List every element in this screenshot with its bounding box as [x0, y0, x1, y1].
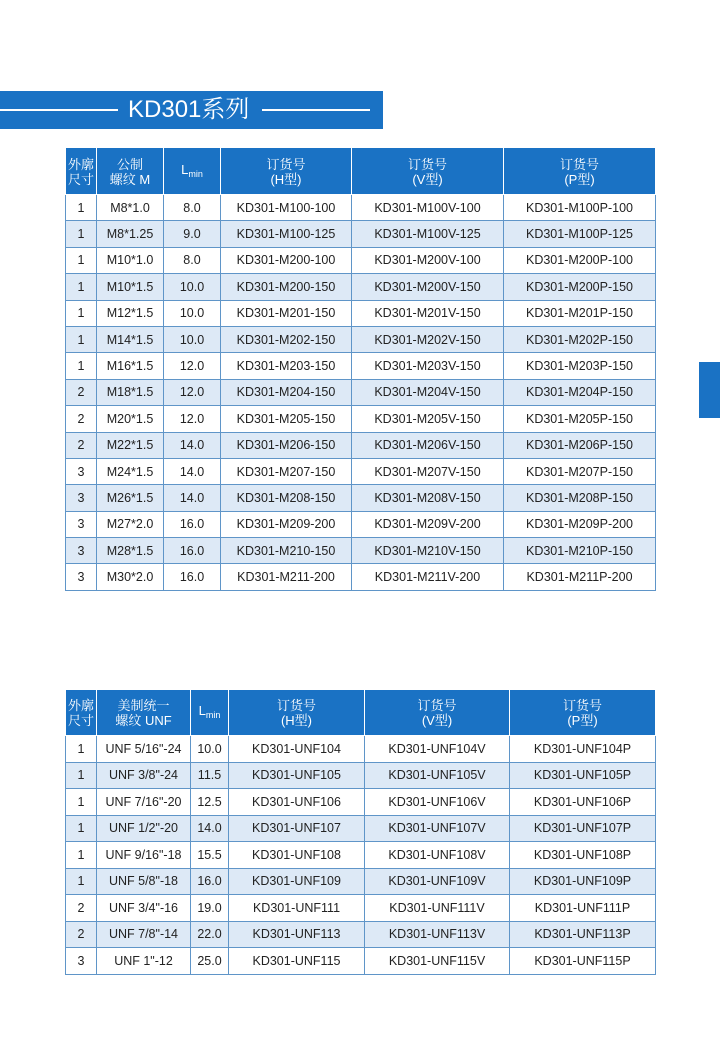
cell-size: 3: [66, 485, 97, 511]
table-row: [66, 564, 656, 590]
unf-table-body: [66, 736, 656, 975]
cell-order-v: KD301-M205V-150: [352, 406, 504, 432]
table-header-row: [66, 691, 656, 736]
cell-lmin: 10.0: [191, 736, 229, 763]
cell-lmin: 14.0: [164, 485, 221, 511]
cell-order-h: KD301-M200-150: [221, 274, 352, 300]
cell-thread: UNF 1"-12: [97, 948, 191, 975]
cell-order-v: KD301-M200V-150: [352, 274, 504, 300]
cell-thread: M24*1.5: [97, 458, 164, 484]
cell-order-v: KD301-M206V-150: [352, 432, 504, 458]
table-row: [66, 274, 656, 300]
cell-thread: M12*1.5: [97, 300, 164, 326]
cell-order-v: KD301-UNF107V: [365, 815, 510, 842]
cell-order-p: KD301-UNF113P: [510, 921, 656, 948]
cell-order-p: KD301-M200P-100: [504, 247, 656, 273]
cell-order-h: KD301-M205-150: [221, 406, 352, 432]
title-left-rule: [0, 109, 118, 111]
cell-order-h: KD301-M206-150: [221, 432, 352, 458]
cell-thread: UNF 1/2"-20: [97, 815, 191, 842]
cell-order-p: KD301-M208P-150: [504, 485, 656, 511]
cell-order-h: KD301-M211-200: [221, 564, 352, 590]
cell-order-h: KD301-M100-100: [221, 195, 352, 221]
cell-order-p: KD301-M203P-150: [504, 353, 656, 379]
cell-order-h: KD301-UNF111: [229, 895, 365, 922]
table-row: [66, 458, 656, 484]
cell-order-p: KD301-M211P-200: [504, 564, 656, 590]
cell-lmin: 19.0: [191, 895, 229, 922]
cell-size: 1: [66, 736, 97, 763]
cell-order-v: KD301-M208V-150: [352, 485, 504, 511]
header-order-p: 订货号 (P型): [510, 691, 656, 736]
cell-size: 3: [66, 511, 97, 537]
cell-size: 1: [66, 789, 97, 816]
cell-order-h: KD301-UNF107: [229, 815, 365, 842]
cell-order-h: KD301-M210-150: [221, 538, 352, 564]
cell-order-p: KD301-M205P-150: [504, 406, 656, 432]
cell-order-h: KD301-M200-100: [221, 247, 352, 273]
cell-order-v: KD301-M100V-125: [352, 221, 504, 247]
table-row: [66, 406, 656, 432]
cell-thread: M8*1.0: [97, 195, 164, 221]
cell-size: 3: [66, 458, 97, 484]
header-order-v: 订货号 (V型): [365, 691, 510, 736]
cell-size: 1: [66, 353, 97, 379]
cell-order-h: KD301-UNF105: [229, 762, 365, 789]
cell-size: 1: [66, 868, 97, 895]
cell-lmin: 8.0: [164, 247, 221, 273]
cell-thread: M10*1.0: [97, 247, 164, 273]
cell-thread: M10*1.5: [97, 274, 164, 300]
cell-order-p: KD301-M100P-100: [504, 195, 656, 221]
table-row: [66, 948, 656, 975]
table-row: [66, 868, 656, 895]
cell-size: 3: [66, 564, 97, 590]
table-header-row: [66, 149, 656, 195]
cell-order-p: KD301-UNF111P: [510, 895, 656, 922]
cell-size: 2: [66, 921, 97, 948]
cell-size: 1: [66, 195, 97, 221]
metric-thread-table: [65, 148, 656, 591]
cell-order-p: KD301-UNF107P: [510, 815, 656, 842]
cell-order-v: KD301-UNF113V: [365, 921, 510, 948]
table-row: [66, 789, 656, 816]
cell-order-h: KD301-UNF108: [229, 842, 365, 869]
cell-order-p: KD301-M209P-200: [504, 511, 656, 537]
cell-order-v: KD301-UNF106V: [365, 789, 510, 816]
cell-order-v: KD301-UNF105V: [365, 762, 510, 789]
cell-order-v: KD301-M100V-100: [352, 195, 504, 221]
cell-size: 1: [66, 815, 97, 842]
cell-size: 2: [66, 406, 97, 432]
header-order-v: 订货号 (V型): [352, 149, 504, 195]
cell-lmin: 25.0: [191, 948, 229, 975]
header-thread: 美制统一 螺纹 UNF: [97, 691, 191, 736]
table-row: [66, 538, 656, 564]
cell-order-h: KD301-M203-150: [221, 353, 352, 379]
cell-order-p: KD301-UNF108P: [510, 842, 656, 869]
cell-thread: UNF 3/8"-24: [97, 762, 191, 789]
header-size: 外廓 尺寸: [66, 691, 97, 736]
cell-order-h: KD301-M202-150: [221, 326, 352, 352]
cell-order-v: KD301-M200V-100: [352, 247, 504, 273]
cell-thread: M14*1.5: [97, 326, 164, 352]
cell-size: 1: [66, 762, 97, 789]
cell-order-v: KD301-M201V-150: [352, 300, 504, 326]
cell-order-p: KD301-M202P-150: [504, 326, 656, 352]
table-row: [66, 379, 656, 405]
cell-lmin: 10.0: [164, 300, 221, 326]
metric-table-body: [66, 195, 656, 591]
cell-lmin: 12.0: [164, 353, 221, 379]
cell-thread: M22*1.5: [97, 432, 164, 458]
cell-thread: UNF 3/4"-16: [97, 895, 191, 922]
cell-order-p: KD301-M200P-150: [504, 274, 656, 300]
table-row: [66, 736, 656, 763]
cell-lmin: 16.0: [164, 564, 221, 590]
cell-order-h: KD301-M209-200: [221, 511, 352, 537]
header-size: 外廓 尺寸: [66, 149, 97, 195]
table-row: [66, 432, 656, 458]
cell-thread: M28*1.5: [97, 538, 164, 564]
table-row: [66, 511, 656, 537]
table-row: [66, 221, 656, 247]
header-lmin: $L_{min}$: [191, 691, 229, 736]
cell-lmin: 14.0: [191, 815, 229, 842]
cell-order-p: KD301-M210P-150: [504, 538, 656, 564]
table-row: [66, 485, 656, 511]
cell-thread: M27*2.0: [97, 511, 164, 537]
series-title-bar: [0, 91, 383, 129]
cell-order-p: KD301-UNF105P: [510, 762, 656, 789]
table-row: [66, 300, 656, 326]
cell-order-v: KD301-M202V-150: [352, 326, 504, 352]
cell-thread: M18*1.5: [97, 379, 164, 405]
cell-lmin: 22.0: [191, 921, 229, 948]
cell-lmin: 12.5: [191, 789, 229, 816]
table-row: [66, 326, 656, 352]
cell-order-p: KD301-UNF115P: [510, 948, 656, 975]
cell-order-h: KD301-UNF115: [229, 948, 365, 975]
cell-lmin: 9.0: [164, 221, 221, 247]
cell-size: 1: [66, 842, 97, 869]
table-row: [66, 921, 656, 948]
cell-lmin: 10.0: [164, 274, 221, 300]
cell-order-v: KD301-M211V-200: [352, 564, 504, 590]
cell-size: 1: [66, 274, 97, 300]
cell-thread: UNF 9/16"-18: [97, 842, 191, 869]
cell-order-p: KD301-UNF106P: [510, 789, 656, 816]
cell-thread: UNF 7/8"-14: [97, 921, 191, 948]
cell-order-h: KD301-M208-150: [221, 485, 352, 511]
cell-order-p: KD301-UNF104P: [510, 736, 656, 763]
cell-order-h: KD301-M100-125: [221, 221, 352, 247]
cell-order-h: KD301-M204-150: [221, 379, 352, 405]
table-row: [66, 195, 656, 221]
header-lmin: $L_{min}$: [164, 149, 221, 195]
cell-order-p: KD301-M206P-150: [504, 432, 656, 458]
cell-order-p: KD301-M204P-150: [504, 379, 656, 405]
cell-order-v: KD301-UNF111V: [365, 895, 510, 922]
cell-thread: M16*1.5: [97, 353, 164, 379]
cell-thread: UNF 5/8"-18: [97, 868, 191, 895]
cell-thread: M26*1.5: [97, 485, 164, 511]
table-row: [66, 895, 656, 922]
cell-order-v: KD301-UNF108V: [365, 842, 510, 869]
table-row: [66, 247, 656, 273]
cell-order-v: KD301-UNF109V: [365, 868, 510, 895]
cell-size: 1: [66, 247, 97, 273]
cell-order-h: KD301-UNF113: [229, 921, 365, 948]
cell-thread: M8*1.25: [97, 221, 164, 247]
unf-thread-table: [65, 690, 656, 975]
cell-order-p: KD301-M207P-150: [504, 458, 656, 484]
cell-size: 1: [66, 221, 97, 247]
cell-order-v: KD301-M207V-150: [352, 458, 504, 484]
cell-thread: UNF 7/16"-20: [97, 789, 191, 816]
cell-lmin: 12.0: [164, 379, 221, 405]
cell-order-h: KD301-M201-150: [221, 300, 352, 326]
header-order-p: 订货号 (P型): [504, 149, 656, 195]
table-row: [66, 353, 656, 379]
header-order-h: 订货号 (H型): [221, 149, 352, 195]
table-row: [66, 842, 656, 869]
cell-order-p: KD301-UNF109P: [510, 868, 656, 895]
cell-lmin: 12.0: [164, 406, 221, 432]
cell-size: 2: [66, 379, 97, 405]
header-order-h: 订货号 (H型): [229, 691, 365, 736]
table-row: [66, 815, 656, 842]
cell-thread: M20*1.5: [97, 406, 164, 432]
cell-order-v: KD301-UNF115V: [365, 948, 510, 975]
side-tab-marker: [699, 362, 720, 418]
cell-thread: UNF 5/16"-24: [97, 736, 191, 763]
cell-size: 3: [66, 948, 97, 975]
cell-lmin: 11.5: [191, 762, 229, 789]
cell-order-v: KD301-M203V-150: [352, 353, 504, 379]
title-right-rule: [262, 109, 370, 111]
cell-order-h: KD301-M207-150: [221, 458, 352, 484]
cell-size: 2: [66, 895, 97, 922]
cell-lmin: 10.0: [164, 326, 221, 352]
cell-order-v: KD301-UNF104V: [365, 736, 510, 763]
cell-order-p: KD301-M100P-125: [504, 221, 656, 247]
cell-lmin: 16.0: [191, 868, 229, 895]
cell-lmin: 8.0: [164, 195, 221, 221]
cell-size: 1: [66, 300, 97, 326]
cell-order-p: KD301-M201P-150: [504, 300, 656, 326]
cell-lmin: 14.0: [164, 432, 221, 458]
cell-lmin: 16.0: [164, 538, 221, 564]
cell-size: 3: [66, 538, 97, 564]
cell-order-h: KD301-UNF104: [229, 736, 365, 763]
header-thread: 公制 螺纹 M: [97, 149, 164, 195]
cell-thread: M30*2.0: [97, 564, 164, 590]
page-title: KD301系列: [128, 96, 250, 123]
cell-order-h: KD301-UNF106: [229, 789, 365, 816]
cell-size: 2: [66, 432, 97, 458]
cell-lmin: 16.0: [164, 511, 221, 537]
cell-order-v: KD301-M209V-200: [352, 511, 504, 537]
cell-order-v: KD301-M204V-150: [352, 379, 504, 405]
cell-order-h: KD301-UNF109: [229, 868, 365, 895]
cell-lmin: 14.0: [164, 458, 221, 484]
cell-size: 1: [66, 326, 97, 352]
cell-lmin: 15.5: [191, 842, 229, 869]
table-row: [66, 762, 656, 789]
cell-order-v: KD301-M210V-150: [352, 538, 504, 564]
